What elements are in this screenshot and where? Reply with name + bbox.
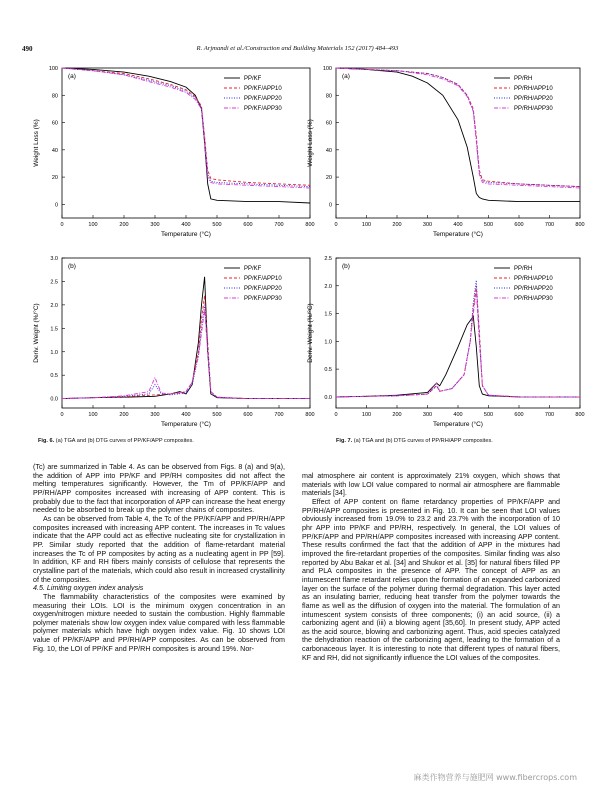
x-axis-label: Temperature (°C) [161, 421, 211, 428]
x-tick-label: 300 [422, 412, 433, 418]
x-tick-label: 400 [453, 222, 463, 228]
y-tick-label: 1.0 [50, 349, 58, 356]
legend-entry: PP/KF/APP10 [244, 86, 282, 92]
legend-entry: PP/RH/APP30 [514, 296, 553, 302]
panel-label: (b) [342, 263, 350, 270]
x-tick-label: 400 [181, 222, 191, 228]
y-tick-label: 3.0 [50, 256, 58, 262]
legend-entry: PP/KF/APP20 [244, 286, 282, 292]
y-tick-label: 2.0 [324, 283, 332, 290]
x-tick-label: 300 [150, 412, 160, 418]
y-tick-label: 2.5 [50, 279, 58, 286]
left-paragraph-2: As can be observed from Table 4, the Tc of the PP/KF/APP and PP/RH/APP composites increased with increasing APP content. The increases in Tc values indicate that the APP could act as effective nucleating site for crystallization in PP. Similar study reported that the addition of flame-retardant material increases the Tc of PP composites by acting as a nucleating agent in PP [59]. In addition, KF and RH fibers mainly consists of cellulose that represents the crystalline part of the materials, which could also result in increased crystallinity of the composites. [33, 514, 285, 584]
chart-fig7a [300, 62, 585, 240]
x-tick-label: 0 [334, 222, 338, 228]
y-tick-label: 100 [322, 66, 332, 72]
y-tick-label: 80 [325, 93, 332, 100]
x-tick-label: 600 [243, 222, 253, 228]
y-axis-label: Weight Loss (%) [33, 119, 40, 167]
series-line [62, 296, 310, 399]
figure-6a [22, 62, 315, 240]
panel-label: (a) [68, 73, 76, 80]
x-tick-label: 500 [483, 222, 494, 228]
fig6-caption-text: (a) TGA and (b) DTG curves of PP/KF/APP composites. [55, 438, 194, 444]
x-tick-label: 700 [274, 412, 284, 418]
y-axis-label: Deriv. Weight (%/°C) [33, 303, 40, 363]
legend-entry: PP/RH [514, 76, 533, 82]
x-tick-label: 100 [361, 222, 372, 228]
x-tick-label: 200 [392, 412, 402, 418]
chart-fig6a [22, 62, 315, 240]
series-line [336, 291, 580, 397]
x-tick-label: 700 [274, 222, 284, 228]
fig7-caption-label: Fig. 7. [336, 438, 353, 444]
x-tick-label: 600 [243, 412, 253, 418]
legend-entry: PP/KF/APP30 [244, 106, 282, 112]
y-tick-label: 2.0 [50, 302, 58, 309]
x-axis-label: Temperature (°C) [161, 231, 211, 238]
y-tick-label: 0.5 [324, 367, 332, 374]
fig7-caption-text: (a) TGA and (b) DTG curves of PP/RH/APP composites. [353, 438, 493, 444]
x-tick-label: 800 [575, 222, 585, 228]
legend-entry: PP/RH/APP10 [514, 276, 553, 282]
figure-7a [300, 62, 585, 240]
y-tick-label: 1.0 [324, 339, 332, 346]
right-paragraph-2: Effect of APP content on flame retardancy properties of PP/KF/APP and PP/RH/APP composites is presented in Fig. 10. It can be seen that LOI values obviously increased from 19.0% to 23.2 and 23.7% with the incorporation of 10 phr APP into PP/KF and PP/RH, respectively. In general, the LOI values of PP/KF/APP and PP/RH/APP composites increased with increasing APP content. These results confirmed the fact that the addition of APP in the mixtures had improved the fire-retardant properties of the composites. Similar finding was also reported by Abu Bakar et al. [34] and Shukor et al. [35] for natural fibers filled PP and PLA composites in the presence of APP. The concept of APP as an intumescent flame retardant relies upon the formation of an expanded carbonized layer on the surface of the polymer during thermal degradation. This layer acted as an insulating barrier, reducing heat transfer from the polymer towards the flame as well as the diffusion of oxygen into the material. The formulation of an intumescent system consists of three components; (i) an acid source, (ii) a carbonizing agent and (iii) a blowing agent [35,60]. In present study, APP acted as the acid source, blowing and carbonizing agent. Thus, acid species catalyzed the dehydration reaction of the carbonizing agent, leading to the formation of a carbonaceous layer. It is interesting to note that different types of natural fibers, KF and RH, did not significantly influence the LOI values of the composites. [302, 497, 560, 662]
x-tick-label: 400 [181, 412, 191, 418]
legend-entry: PP/KF/APP20 [244, 96, 282, 102]
legend-entry: PP/KF [244, 266, 262, 272]
x-tick-label: 0 [334, 412, 338, 418]
series-line [62, 305, 310, 399]
x-tick-label: 0 [60, 222, 64, 228]
series-line [336, 316, 580, 397]
left-paragraph-1: (Tc) are summarized in Table 4. As can be observed from Figs. 8 (a) and 9(a), the addition of APP into PP/KF and PP/RH composites did not affect the melting temperatures significantly. However, the Tm of PP/KF/APP and PP/RH/APP composites increased with increasing of APP content. This is probably due to the fact that incorporation of APP can increase the heat energy needed to be absorbed to break up the polymer chains of composites. [33, 463, 285, 515]
y-tick-label: 100 [48, 66, 58, 72]
right-column [302, 472, 560, 662]
y-tick-label: 80 [51, 93, 58, 100]
y-tick-label: 60 [325, 120, 332, 127]
x-tick-label: 800 [575, 412, 585, 418]
legend-entry: PP/RH/APP20 [514, 96, 553, 102]
series-line [62, 310, 310, 399]
fig6-caption-label: Fig. 6. [38, 438, 55, 444]
legend-entry: PP/KF/APP10 [244, 276, 282, 282]
legend-entry: PP/RH/APP10 [514, 86, 553, 92]
x-tick-label: 700 [544, 222, 555, 228]
figure-6b [22, 252, 315, 432]
y-tick-label: 20 [325, 175, 332, 182]
x-tick-label: 400 [453, 412, 463, 418]
y-tick-label: 1.5 [50, 326, 58, 333]
y-axis-label: Deriv. Weight (%/°C) [307, 303, 314, 363]
x-axis-label: Temperature (°C) [433, 231, 483, 238]
x-tick-label: 100 [88, 222, 98, 228]
panel-label: (a) [342, 73, 350, 80]
left-paragraph-3: The flammability characteristics of the composites were examined by measuring their LOIs. LOI is the minimum oxygen concentration in an oxygen/nitrogen mixture needed to sustain the combustion. Highly flammable polymer materials show low oxygen index value compared with less flammable polymer materials which have high oxygen index value. Fig. 10 shows LOI value of PP/KF/APP and PP/RH/APP composites. As can be observed from Fig. 10, the LOI of PP/KF and PP/RH composites is around 19%. Nor- [33, 592, 285, 653]
x-tick-label: 500 [483, 412, 494, 418]
fig7-caption [336, 438, 595, 444]
section-heading: 4.5. Limiting oxygen index analysis [33, 584, 144, 593]
y-axis-label: Weight Loss (%) [307, 119, 314, 167]
y-tick-label: 2.5 [324, 256, 332, 262]
x-tick-label: 800 [305, 412, 315, 418]
x-tick-label: 300 [150, 222, 160, 228]
x-tick-label: 0 [60, 412, 64, 418]
x-tick-label: 100 [361, 412, 372, 418]
chart-fig6b [22, 252, 315, 432]
x-tick-label: 200 [119, 222, 129, 228]
y-tick-label: 0.5 [50, 373, 58, 380]
y-tick-label: 20 [51, 175, 58, 182]
journal-header: R. Arjmandi et al./Construction and Building Materials 152 (2017) 484–493 [196, 45, 399, 52]
watermark: 麻类作物营养与施肥网 www.fibercrops.com [413, 773, 577, 782]
x-tick-label: 500 [212, 412, 222, 418]
y-tick-label: 0 [328, 202, 332, 209]
x-tick-label: 800 [305, 222, 315, 228]
x-tick-label: 200 [392, 222, 402, 228]
legend-entry: PP/KF/APP30 [244, 296, 282, 302]
chart-fig7b [300, 252, 585, 432]
x-tick-label: 600 [514, 222, 524, 228]
fig6-caption [38, 438, 298, 444]
x-tick-label: 700 [544, 412, 555, 418]
right-paragraph-1: mal atmosphere air content is approximately 21% oxygen, which shows that materials with low LOI value compared to normal air atmosphere are flammable materials [34]. [302, 472, 560, 498]
x-tick-label: 100 [88, 412, 98, 418]
left-column [33, 463, 285, 653]
y-tick-label: 0.0 [324, 394, 332, 401]
x-tick-label: 600 [514, 412, 524, 418]
legend-entry: PP/RH [514, 266, 533, 272]
legend-entry: PP/RH/APP20 [514, 286, 553, 292]
x-tick-label: 500 [212, 222, 222, 228]
x-tick-label: 200 [119, 412, 129, 418]
y-tick-label: 0 [54, 202, 58, 209]
y-tick-label: 1.5 [324, 311, 332, 318]
figure-7b [300, 252, 585, 432]
y-tick-label: 0.0 [50, 396, 58, 403]
legend-entry: PP/KF [244, 76, 262, 82]
x-axis-label: Temperature (°C) [433, 421, 483, 428]
legend-entry: PP/RH/APP30 [514, 106, 553, 112]
y-tick-label: 60 [51, 120, 58, 127]
x-tick-label: 300 [422, 222, 433, 228]
y-tick-label: 40 [325, 147, 332, 154]
panel-label: (b) [68, 263, 76, 270]
y-tick-label: 40 [51, 147, 58, 154]
page-number: 490 [22, 45, 33, 53]
